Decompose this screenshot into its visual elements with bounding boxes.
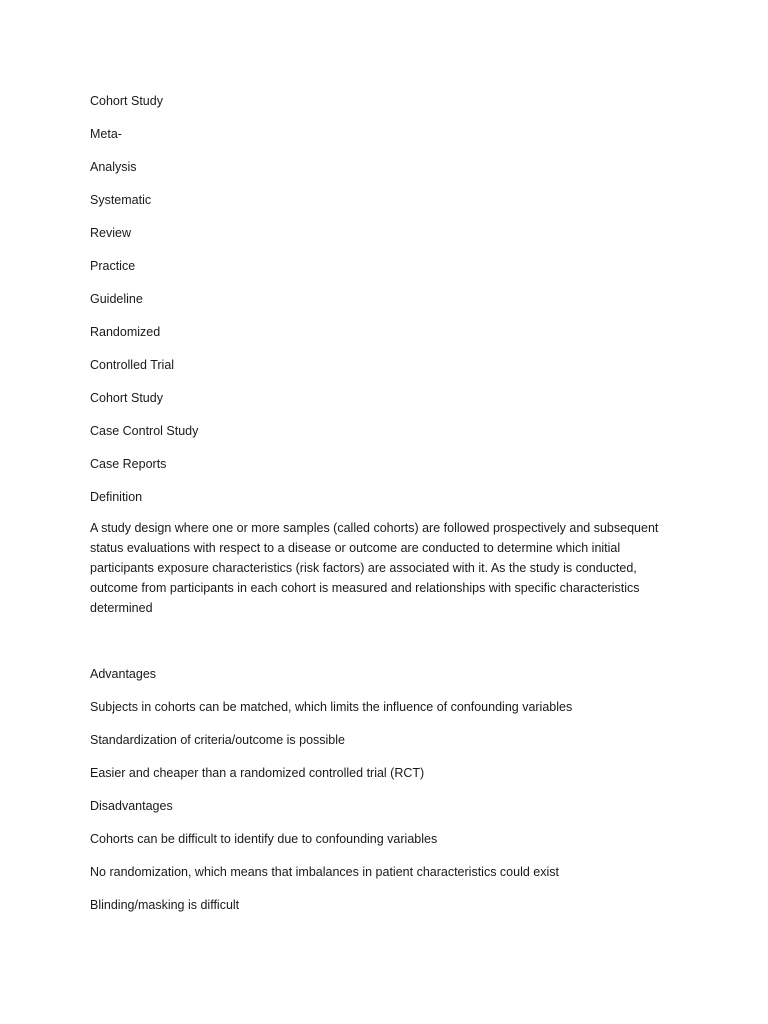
text-line: Meta- [90,127,122,141]
disadvantage-item: Blinding/masking is difficult [90,898,240,912]
document-page [90,93,680,930]
text-line: Analysis [90,160,137,174]
text-line: Cohort Study [90,391,163,405]
advantages-heading: Advantages [90,667,157,681]
text-line: Cohort Study [90,94,163,108]
advantage-item: Subjects in cohorts can be matched, which limits the influence of confounding variables [90,700,573,714]
advantage-item: Standardization of criteria/outcome is possible [90,733,345,747]
text-line: Controlled Trial [90,358,175,372]
text-line: Randomized [90,325,161,339]
text-line: Case Reports [90,457,167,471]
definition-heading: Definition [90,490,143,504]
advantage-item: Easier and cheaper than a randomized controlled trial (RCT) [90,766,425,780]
text-line: Review [90,226,131,240]
disadvantages-heading: Disadvantages [90,799,173,813]
disadvantage-item: No randomization, which means that imbalances in patient characteristics could exist [90,865,559,879]
text-line: Guideline [90,292,143,306]
spacer [90,622,680,666]
disadvantage-item: Cohorts can be difficult to identify due to confounding variables [90,832,438,846]
text-line: Practice [90,259,136,273]
text-line: Systematic [90,193,152,207]
definition-paragraph: A study design where one or more samples (called cohorts) are followed prospectively and subsequent status evaluations with respect to a disease or outcome are conducted to determine which initial participants exposure characteristics (risk factors) are associated with it. As the study is conducted, outcome from participants in each cohort is measured and relationships with specific characteristics determined [90,521,659,615]
text-line: Case Control Study [90,424,199,438]
